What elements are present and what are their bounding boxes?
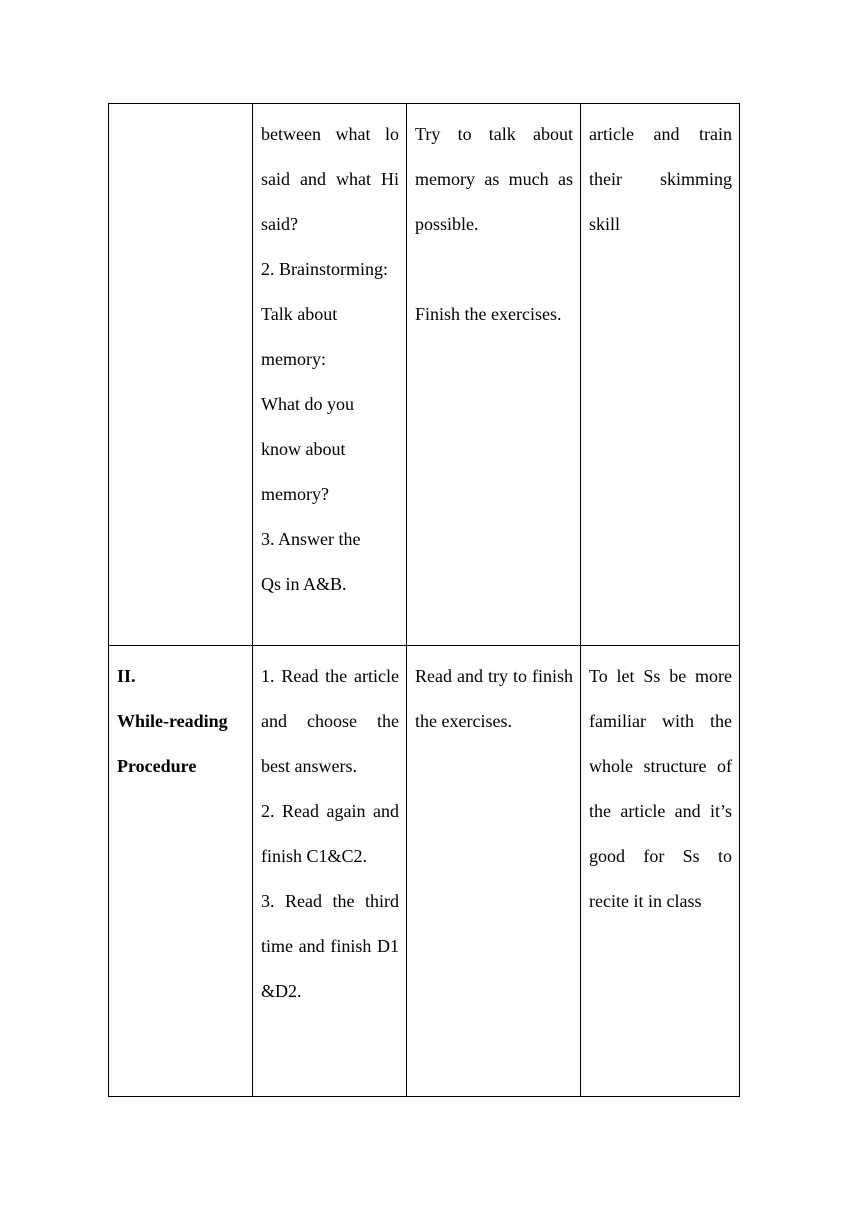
- activity-text: 3. Read the third time and finish D1 &D2.: [261, 891, 399, 1001]
- student-activity-text: Finish the exercises.: [415, 304, 562, 324]
- purpose-cell: [581, 646, 740, 1097]
- student-activities-cell: [407, 104, 581, 646]
- purpose-text: To let Ss be more familiar with the whole structure of the article and it’s good for Ss to recite it in class: [589, 666, 732, 911]
- stage-subtitle: Procedure: [117, 756, 197, 776]
- activity-text: Talk about memory:: [261, 304, 338, 369]
- table-row: [109, 646, 740, 1097]
- teacher-activities-cell: [253, 104, 407, 646]
- table-row: [109, 104, 740, 646]
- stage-number: II.: [117, 666, 136, 686]
- lesson-plan-table: [108, 103, 740, 1097]
- activity-text: What do you know about memory?: [261, 394, 354, 504]
- activity-text: 3. Answer the Qs in A&B.: [261, 529, 361, 594]
- activity-text: 2. Read again and finish C1&C2.: [261, 801, 399, 866]
- stage-cell: [109, 646, 253, 1097]
- student-activity-text: Try to talk about memory as much as possible.: [415, 124, 573, 234]
- activity-text: 1. Read the article and choose the best answers.: [261, 666, 399, 776]
- student-activities-cell: [407, 646, 581, 1097]
- stage-cell: [109, 104, 253, 646]
- activity-text: 2. Brainstorming:: [261, 259, 388, 279]
- purpose-text: article and train their skimming skill: [589, 124, 732, 234]
- student-activity-text: Read and try to finish the exercises.: [415, 666, 573, 731]
- purpose-cell: [581, 104, 740, 646]
- activity-text: between what lo said and what Hi said?: [261, 124, 399, 234]
- teacher-activities-cell: [253, 646, 407, 1097]
- stage-title: While-reading: [117, 711, 228, 731]
